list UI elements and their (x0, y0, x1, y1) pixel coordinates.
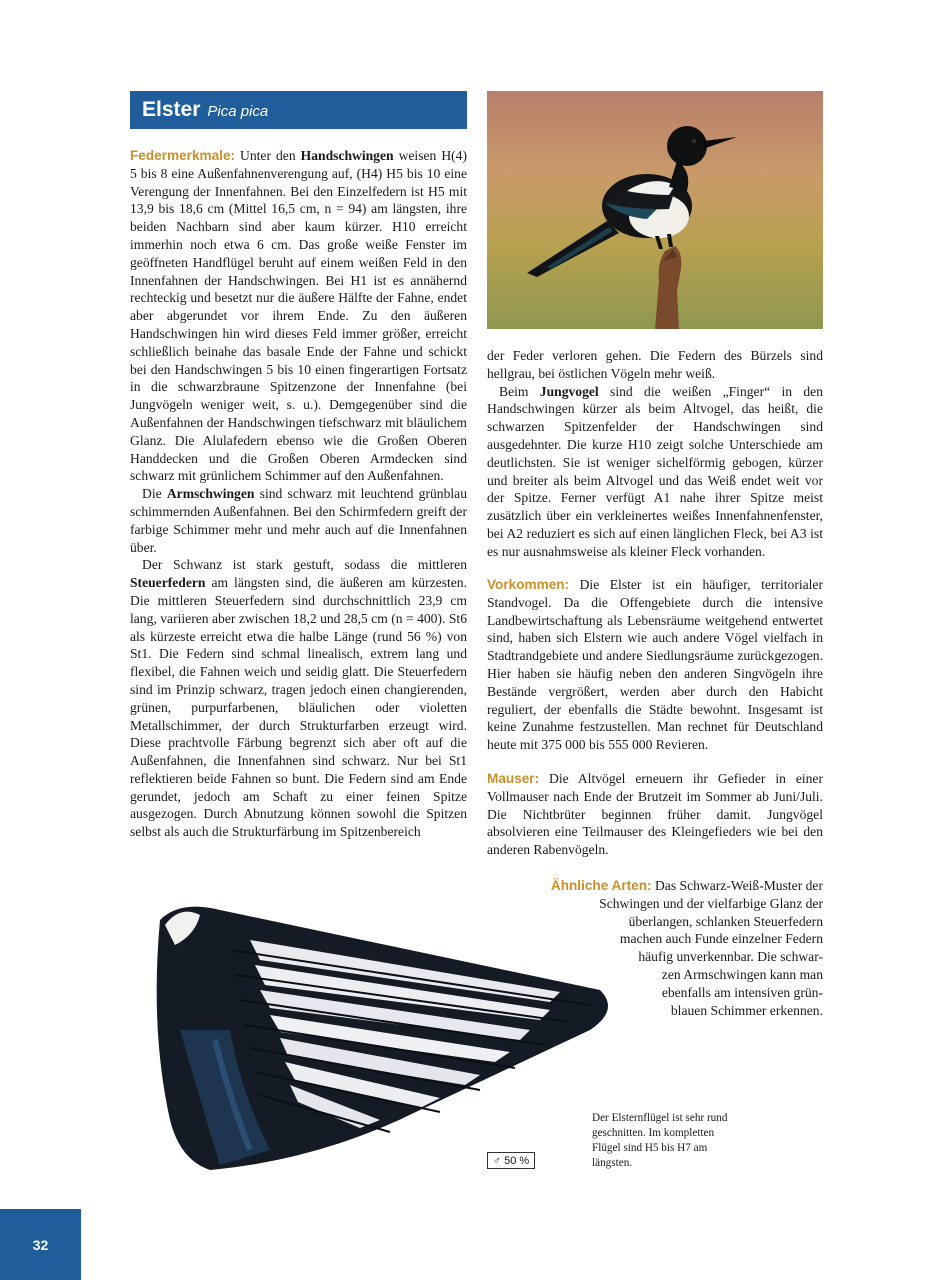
text-run: Beim (499, 383, 540, 399)
text-run: Unter den (235, 148, 301, 163)
magpie-illustration (487, 91, 823, 329)
similar-line: blauen Schimmer erkennen. (670, 1002, 823, 1018)
species-title-bar (130, 91, 467, 129)
text-run: Der Schwanz ist stark gestuft, sodass die mittleren (142, 557, 467, 573)
keyword-steuerfedern: Steuerfedern (130, 575, 206, 591)
paragraph-mauser (487, 770, 823, 859)
similar-line: ebenfalls am intensiven grün- (661, 984, 823, 1000)
magpie-wing-image (120, 880, 640, 1180)
text-column-right-top (487, 347, 823, 561)
section-vorkommen (487, 576, 823, 754)
keyword-handschwingen: Handschwingen (300, 148, 394, 163)
similar-line: überlangen, schlanken Steuerfedern (628, 913, 823, 929)
section-heading-vorkommen: Vorkommen: (487, 577, 570, 592)
text-run: sind die weißen „Finger“ in den Handschwingen kürzer als beim Altvogel, das heißt, die schwarzen Spitzenfelder der Handschwingen sind ausgedehnter. Die kurze H10 zeigt solche Unterschiede am deutlichsten. Sie ist weniger sichelförmig gebogen, kürzer und breiter als beim Altvogel und das Weiß endet weit vor der Spitze. Ferner verfügt A1 nahe ihrer Spitze meist zusätzlich über ein verkleinertes weißes Innenfahnenfenster, bei A2 reduziert es sich auf einen länglichen Fleck, bei A3 ist es nur ausnahmsweise als kleiner Fleck vorhanden. (487, 383, 823, 559)
text-run: Die Altvögel erneuern ihr Gefieder in einer Vollmauser nach Ende der Brutzeit im Sommer ab Juni/Juli. Die Nichtbrüter beginnen früher damit. Jungvögel absolvieren eine Teilmauser des Kleingefieders wie bei den anderen Rabenvögeln. (487, 771, 823, 858)
text-run: Die Elster ist ein häufiger, territorialer Standvogel. Da die Offengebiete durch die intensive Landbewirtschaftung als Lebensräume weitgehend entwertet sind, haben sich Elstern wie auch andere Vögel vielfach in Stadtrandgebiete und andere Siedlungsräume zurückgezogen. Hier haben sie häufig neben den anderen Singvögeln ihre Bestände vergrößert, werden aber durch den Habicht reguliert, der ebenfalls die Städte bewohnt. Insgesamt ist keine Zunahme festzustellen. Man rechnet für Deutschland heute mit 375 000 bis 555 000 Revieren. (487, 577, 823, 753)
paragraph-armschwingen (130, 485, 467, 556)
paragraph-federmerkmale (130, 147, 467, 485)
text-run: Das Schwarz-Weiß-Muster der (651, 878, 823, 893)
sex-percentage-badge: ♂ 50 % (487, 1152, 535, 1169)
page-number: 32 (0, 1209, 81, 1280)
section-mauser (487, 770, 823, 859)
section-heading-aehnliche-arten: Ähnliche Arten: (550, 878, 652, 893)
similar-line: Schwingen und der vielfarbige Glanz der (599, 895, 823, 911)
keyword-armschwingen: Armschwingen (166, 486, 255, 502)
wing-illustration (120, 880, 640, 1180)
magpie-photo (487, 91, 823, 329)
text-run: am längsten sind, die äußeren am kürzesten. Die mittleren Steuerfedern sind durchschnittlich 23,9 cm lang, variieren aber zwischen 18,2 und 28,5 cm (n = 400). St6 als kürzeste erreicht etwa die halbe Länge (rund 56 %) von St1. Die Federn sind schmal linealisch, extrem lang und flexibel, die Fahnen weich und seidig glatt. Die Steuerfedern sind im Prinzip schwarz, tragen jedoch einen changierenden, grünen, purpurfarbenen, bläulichen oder violetten Metallschimmer, der durch Strukturfarben erzeugt wird. Diese prachtvolle Färbung begrenzt sich aber oft auf die Außenfahnen, die Innenfahnen sind schwarz. Nur bei St1 reflektieren beide Fahnen so bunt. Die Federn sind am Ende gerundet, jedoch am Schaft zu einer feinen Spitze ausgezogen. Durch Abnutzung können sowohl die Spitzen selbst als auch die Strukturfärbung im Spitzenbereich (130, 575, 467, 840)
paragraph-continuation: der Feder verloren gehen. Die Federn des Bürzels sind hellgrau, bei östlichen Vögeln mehr weiß. (487, 348, 823, 381)
text-run: sind schwarz mit leuchtend grünblau schimmernden Außenfahnen. Bei den Schirmfedern greift der farbige Schimmer mehr und mehr auch auf die Innenfahnen über. (130, 486, 467, 555)
wing-caption: Der Elsternflügel ist sehr rund geschnitten. Im kompletten Flügel sind H5 bis H7 am längsten. (592, 1112, 728, 1169)
species-latin-name: Pica pica (207, 103, 269, 120)
similar-line: häufig unverkennbar. Die schwar- (638, 949, 823, 965)
section-heading-federmerkmale: Federmerkmale: (130, 148, 236, 163)
text-column-left (130, 147, 467, 841)
paragraph-jungvogel (487, 383, 823, 561)
paragraph-vorkommen (487, 576, 823, 754)
text-run: weisen H(4) 5 bis 8 eine Außenfahnenverengung auf, (H4) H5 bis 10 eine Verengung der Innenfahnen. Bei den Einzelfedern ist H5 mit 13,9 bis 18,6 cm (Mittel 16,5 cm, n = 94) am längsten, ihre beiden Nachbarn sind aber kaum kürzer. H10 erreicht immerhin noch etwa 6 cm. Das große weiße Fenster im geöffneten Handflügel beruht auf einem weißen Feld in den Innenfahnen der Handschwingen. Bei H1 ist es annähernd rechteckig und besetzt nur die äußere Hälfte der Fahne, endet aber abgerundet vor ihrem Ende. Zu den äußeren Handschwingen hin wird dieses Feld immer größer, erreicht schließlich beinahe das basale Ende der Fahne und schickt bei den Handschwingen 5 bis 10 einen fingerartigen Fortsatz in die schwarzbraune Spitzenzone der Innenfahne (bei Jungvögeln weniger weit, s. u.). Demgegenüber sind die Außenfahnen der Handschwingen tiefschwarz mit bläulichem Glanz. Die Alulafedern ebenso wie die Großen Oberen Handdecken und die Großen Oberen Armdecken sind schwarz mit grünlichem Schimmer auf den Außenfahnen. (130, 148, 467, 484)
section-heading-mauser: Mauser: (487, 771, 540, 786)
similar-line: zen Armschwingen kann man (661, 966, 823, 982)
similar-line: machen auch Funde einzelner Federn (619, 931, 823, 947)
species-name: Elster (142, 98, 201, 121)
paragraph-steuerfedern (130, 556, 467, 841)
keyword-jungvogel: Jungvogel (539, 383, 599, 399)
text-run: Die (142, 486, 167, 502)
